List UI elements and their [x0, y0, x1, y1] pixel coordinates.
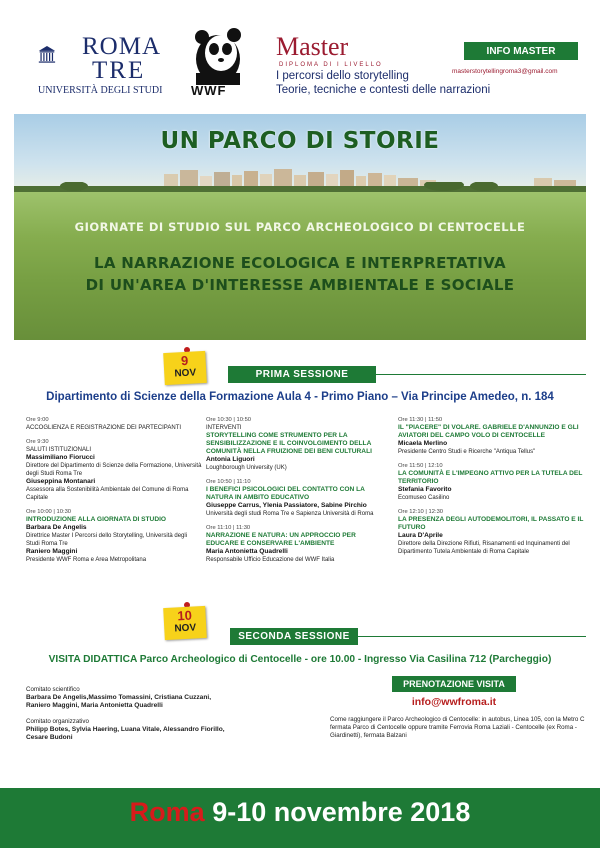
speaker-role: Presidente Centro Studi e Ricerche "Antiqua Tellus"	[398, 449, 536, 455]
speaker-role: Direttore della Direzione Rifiuti, Risanamenti ed Inquinamenti del Dipartimento Tutela Ambientale di Roma Capitale	[398, 541, 570, 555]
info-master-email[interactable]: masterstorytellingroma3@gmail.com	[452, 68, 558, 75]
date-month2: NOV	[174, 622, 197, 635]
speaker-name: Massimiliano Fiorucci	[26, 454, 95, 461]
speaker-role: Ecomuseo Casilino	[398, 495, 450, 501]
item-text: SALUTI ISTITUZIONALI	[26, 447, 92, 453]
date-card-day1	[163, 351, 207, 385]
talk-title: I BENEFICI PSICOLOGICI DEL CONTATTO CON LA NATURA IN AMBITO EDUCATIVO	[206, 486, 365, 501]
talk-title: LA PRESENZA DEGLI AUTODEMOLITORI, IL PASSATO E IL FUTURO	[398, 516, 584, 531]
item-text: INTERVENTI	[206, 425, 242, 431]
roma-tre-line1: ROMA	[82, 33, 162, 60]
time: Ore 9:30	[26, 439, 49, 445]
date-day1: 9	[180, 352, 189, 369]
talk-title: STORYTELLING COME STRUMENTO PER LA SENSIBILIZZAZIONE E IL COINVOLGIMENTO DELLA COMUNITÀ NELLA FRUIZIONE DEI BENI CULTURALI	[206, 432, 372, 455]
time: Ore 11:30 | 11:50	[398, 417, 443, 423]
time: Ore 12:10 | 12:30	[398, 509, 444, 515]
program-column-1	[26, 416, 202, 564]
time: Ore 11:10 | 11:30	[206, 525, 251, 531]
time: Ore 10:30 | 10:50	[206, 417, 252, 423]
time: Ore 11:50 | 12:10	[398, 463, 443, 469]
speaker-name: Barbara De Angelis	[26, 524, 87, 531]
speaker-name: Maria Antonietta Quadrelli	[206, 548, 288, 555]
footer-city: Roma	[129, 797, 205, 827]
speaker-name: Giuseppe Carrus, Ylenia Passiatore, Sabine Pirchio	[206, 502, 367, 509]
speaker-role: Presidente WWF Roma e Area Metropolitana	[26, 557, 147, 563]
speaker-name: Raniero Maggini	[26, 548, 78, 555]
speaker-name: Laura D'Aprile	[398, 532, 443, 539]
date-day2: 10	[176, 607, 193, 624]
roma-tre-logo-icon	[38, 38, 82, 80]
speaker-name: Giuseppina Montanari	[26, 478, 96, 485]
master-tag: DIPLOMA DI I LIVELLO	[279, 62, 383, 68]
organizing-committee-label: Comitato organizzativo	[26, 718, 89, 725]
time: Ore 10:50 | 11:10	[206, 479, 251, 485]
talk-title: IL "PIACERE" DI VOLARE. GABRIELE D'ANNUNZIO E GLI AVIATORI DEL CAMPO VOLO DI CENTOCELLE	[398, 424, 579, 439]
speaker-role: Direttore del Dipartimento di Scienze della Formazione, Università degli Studi Roma Tre	[26, 463, 202, 477]
scientific-committee-line2: Raniero Maggini, Maria Antonietta Quadrelli	[26, 702, 163, 709]
session-1-location: Dipartimento di Scienze della Formazione Aula 4 - Primo Piano – Via Principe Amedeo, n. 184	[46, 391, 554, 403]
wwf-panda-icon	[188, 25, 248, 85]
footer-dates	[0, 797, 600, 828]
footer-date-range: 9-10 novembre 2018	[212, 797, 471, 827]
session-1-rule	[376, 374, 586, 375]
master-subtitle-2: Teorie, tecniche e contesti delle narrazioni	[276, 84, 491, 96]
time: Ore 10:00 | 10:30	[26, 509, 72, 515]
organizing-committee-line1: Philipp Botes, Sylvia Haering, Luana Vitale, Alessandro Fiorillo,	[26, 726, 225, 733]
program-column-3	[398, 416, 584, 556]
talk-title: LA COMUNITÀ E L'IMPEGNO ATTIVO PER LA TUTELA DEL TERRITORIO	[398, 470, 583, 485]
master-title: Master	[276, 32, 349, 61]
organizing-committee-line2: Cesare Budoni	[26, 734, 73, 741]
scientific-committee-line1: Barbara De Angelis,Massimo Tomassini, Cristiana Cuzzani,	[26, 694, 212, 701]
session-2-bar: SECONDA SESSIONE	[230, 628, 358, 645]
roma-tre-line2: TRE	[92, 57, 146, 84]
speaker-name: Micaela Merlino	[398, 440, 448, 447]
banner-title: UN PARCO DI STORIE	[160, 128, 440, 154]
scientific-committee-label: Comitato scientifico	[26, 686, 80, 693]
booking-email[interactable]: info@wwfroma.it	[411, 696, 497, 708]
banner-photo	[14, 114, 586, 340]
session-1-bar: PRIMA SESSIONE	[228, 366, 376, 383]
wwf-label: WWF	[191, 83, 227, 98]
program-column-2	[206, 416, 390, 564]
speaker-name: Antonia Liguori	[206, 456, 255, 463]
session-2-rule	[358, 636, 586, 637]
speaker-role: Università degli studi Roma Tre e Sapienza Università di Roma	[206, 511, 374, 517]
date-card-day2	[163, 606, 207, 640]
talk-title: NARRAZIONE E NATURA: UN APPROCCIO PER EDUCARE E CONSERVARE L'AMBIENTE	[206, 532, 356, 547]
date-month1: NOV	[174, 367, 197, 380]
speaker-role: Assessora alla Sostenibilità Ambientale del Comune di Roma Capitale	[26, 487, 189, 501]
banner-headline-2: DI UN'AREA D'INTERESSE AMBIENTALE E SOCIALE	[85, 276, 515, 294]
talk-title: INTRODUZIONE ALLA GIORNATA DI STUDIO	[26, 516, 167, 523]
time: Ore 9:00	[26, 417, 49, 423]
banner-headline-1: LA NARRAZIONE ECOLOGICA E INTERPRETATIVA	[94, 254, 506, 272]
info-master-badge: INFO MASTER	[464, 42, 578, 60]
roma-tre-line3: UNIVERSITÀ DEGLI STUDI	[38, 85, 163, 96]
committees	[26, 686, 326, 742]
speaker-role: Responsabile Ufficio Educazione del WWF Italia	[206, 557, 335, 563]
directions-text: Come raggiungere il Parco Archeologico di Centocelle: in autobus, Linea 105, con la Metro C fermata Parco di Centocelle oppure tramite Ferrovia Roma Laziali - Centocelle (ex Roma -Giardinetti), fermata Balzani	[330, 716, 585, 739]
master-subtitle-1: I percorsi dello storytelling	[276, 70, 409, 82]
banner-subtitle: GIORNATE DI STUDIO SUL PARCO ARCHEOLOGICO DI CENTOCELLE	[74, 220, 526, 234]
speaker-name: Stefania Favorito	[398, 486, 452, 493]
speaker-role: Loughborough University (UK)	[206, 465, 287, 471]
speaker-role: Direttrice Master I Percorsi dello Storytelling, Università degli Studi Roma Tre	[26, 533, 188, 547]
session-2-visit: VISITA DIDATTICA Parco Archeologico di Centocelle - ore 10.00 - Ingresso Via Casilina 712 (Parcheggio)	[48, 654, 552, 665]
booking-badge: PRENOTAZIONE VISITA	[392, 676, 516, 692]
item-text: ACCOGLIENZA E REGISTRAZIONE DEI PARTECIPANTI	[26, 425, 182, 431]
